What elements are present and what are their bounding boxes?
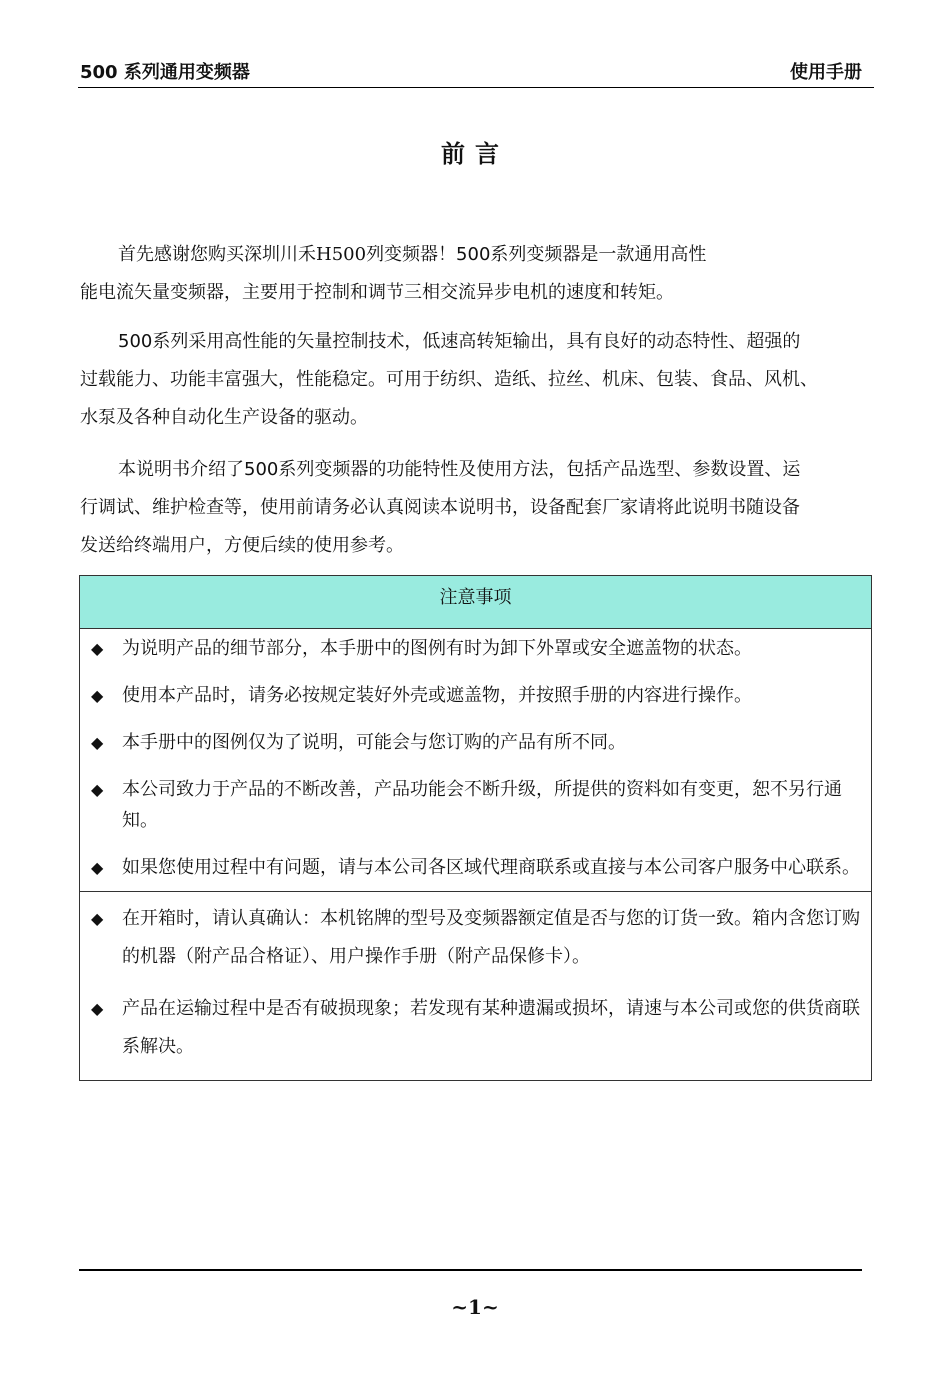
intro-text-start: 首先感谢您购买 (118, 244, 244, 265)
header-divider (78, 87, 874, 88)
features-line-3: 水泵及各种自动化生产设备的驱动。 (80, 407, 368, 428)
notice-item-text: 产品在运输过程中是否有破损现象；若发现有某种遗漏或损坏，请速与本公司或您的供货商联系解决。 (122, 998, 860, 1057)
intro-line-1 (80, 236, 880, 274)
notice-item (80, 680, 871, 711)
notice-item (80, 852, 871, 883)
diamond-bullet-icon: ◆ (91, 733, 104, 752)
notice-item (80, 774, 871, 836)
diamond-bullet-icon: ◆ (91, 686, 104, 705)
notice-group-unpacking (80, 892, 871, 1080)
notice-item (80, 900, 871, 976)
intro-line-2: 能电流矢量变频器，主要用于控制和调节三相交流异步电机的速度和转矩。 (80, 282, 674, 303)
manual-scope-paragraph (80, 451, 880, 565)
features-paragraph (80, 323, 880, 437)
notice-box (79, 575, 872, 1081)
diamond-bullet-icon: ◆ (91, 999, 104, 1018)
notice-item-text: 使用本产品时，请务必按规定装好外壳或遮盖物，并按照手册的内容进行操作。 (122, 685, 752, 706)
notice-group-manual (80, 629, 871, 892)
notice-item-text: 在开箱时，请认真确认：本机铭牌的型号及变频器额定值是否与您的订货一致。箱内含您订购的机器（附产品合格证）、用户操作手册（附产品保修卡）。 (122, 908, 860, 967)
diamond-bullet-icon: ◆ (91, 780, 104, 799)
features-line-2: 过载能力、功能丰富强大，性能稳定。可用于纺织、造纸、拉丝、机床、包装、食品、风机、 (80, 369, 818, 390)
features-line-1: 500系列采用高性能的矢量控制技术，低速高转矩输出，具有良好的动态特性、超强的 (118, 331, 801, 352)
notice-item-text: 本公司致力于产品的不断改善，产品功能会不断升级，所提供的资料如有变更，恕不另行通知。 (122, 779, 842, 831)
notice-item (80, 990, 871, 1066)
diamond-bullet-icon: ◆ (91, 639, 104, 658)
diamond-bullet-icon: ◆ (91, 909, 104, 928)
brand-name: 深圳川禾H500 (244, 244, 367, 265)
notice-item-text: 如果您使用过程中有问题，请与本公司各区域代理商联系或直接与本公司客户服务中心联系。 (122, 857, 860, 878)
scope-line-1: 本说明书介绍了500系列变频器的功能特性及使用方法，包括产品选型、参数设置、运 (118, 459, 801, 480)
scope-line-2: 行调试、维护检查等，使用前请务必认真阅读本说明书，设备配套厂家请将此说明书随设备 (80, 497, 800, 518)
scope-line-3: 发送给终端用户，方便后续的使用参考。 (80, 535, 404, 556)
page-number: ~1~ (451, 1295, 499, 1319)
notice-item-text: 为说明产品的细节部分，本手册中的图例有时为卸下外罩或安全遮盖物的状态。 (122, 638, 752, 659)
page-title: 前言 (441, 140, 509, 168)
diamond-bullet-icon: ◆ (91, 858, 104, 877)
notice-item (80, 633, 871, 664)
footer-divider (79, 1269, 862, 1271)
notice-item-text: 本手册中的图例仅为了说明，可能会与您订购的产品有所不同。 (122, 732, 626, 753)
header-title: 500 系列通用变频器 (80, 62, 250, 83)
intro-paragraph (80, 236, 880, 312)
notice-heading: 注意事项 (80, 576, 871, 629)
notice-item (80, 727, 871, 758)
intro-text-end: 列变频器！500系列变频器是一款通用高性 (366, 244, 707, 265)
header-doc-type: 使用手册 (790, 62, 862, 83)
